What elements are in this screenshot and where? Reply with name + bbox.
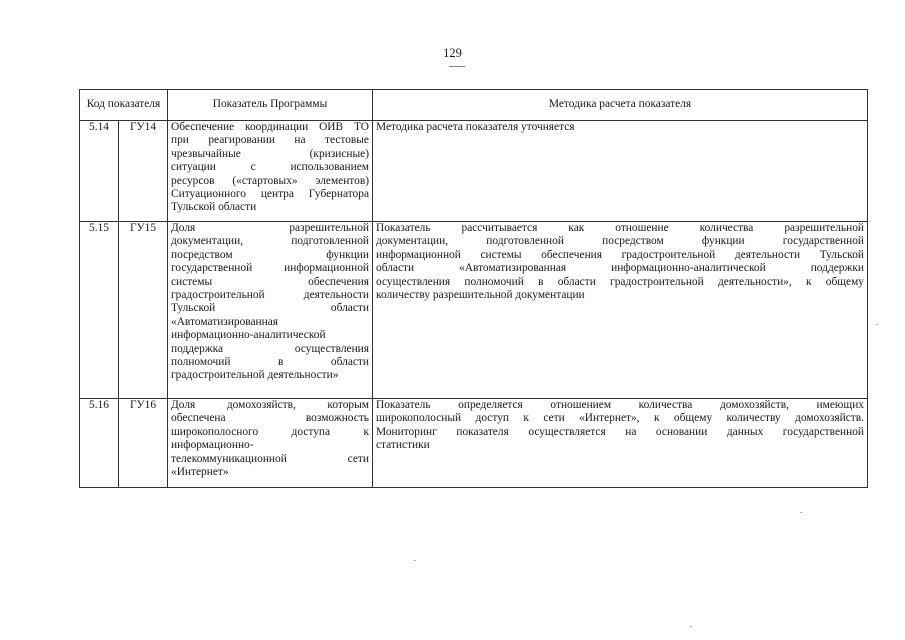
indicator-line: телекоммуникационной сети <box>171 452 369 465</box>
indicator-line: Обеспечение координации ОИВ ТО <box>171 121 369 133</box>
indicator-name <box>168 121 373 222</box>
indicator-line: информационно-аналитической <box>171 329 326 342</box>
table-row <box>80 121 868 222</box>
methodology-line: осуществления полномочий в области градостроительной деятельности», к общему <box>376 275 864 288</box>
table-header-row <box>80 90 868 121</box>
row-number: 5.14 <box>80 121 119 222</box>
indicator-line: поддержка осуществления <box>171 342 369 355</box>
methodology-line: области «Автоматизированная информационно-аналитической поддержки <box>376 262 864 275</box>
methodology-line: Методика расчета показателя уточняется <box>376 121 575 133</box>
indicators-table <box>79 89 868 488</box>
methodology-text <box>373 222 868 399</box>
page-number-rule <box>449 66 465 67</box>
methodology-line: количеству разрешительной документации <box>376 289 585 302</box>
methodology-line: широкополосный доступ к сети «Интернет», к общему количеству домохозяйств. <box>376 412 864 425</box>
indicator-line: документации, подготовленной <box>171 235 369 248</box>
indicator-line: при реагировании на тестовые <box>171 134 369 147</box>
header-methodology: Методика расчета показателя <box>373 90 868 121</box>
indicator-line: ресурсов («стартовых» элементов) <box>171 174 369 187</box>
methodology-line: Показатель определяется отношением количества домохозяйств, имеющих <box>376 399 864 411</box>
methodology-line: статистики <box>376 439 430 452</box>
methodology-text <box>373 121 868 222</box>
row-number: 5.16 <box>80 399 119 488</box>
indicator-line: широкополосного доступа к <box>171 425 369 438</box>
row-number: 5.15 <box>80 222 119 399</box>
indicator-code: ГУ15 <box>119 222 168 399</box>
table-row <box>80 399 868 488</box>
indicator-line: Доля разрешительной <box>171 222 369 234</box>
methodology-text <box>373 399 868 488</box>
header-code: Код показателя <box>80 90 168 121</box>
table-row <box>80 222 868 399</box>
indicator-line: ситуации с использованием <box>171 161 369 174</box>
scan-speck <box>414 560 416 561</box>
methodology-line: документации, подготовленной посредством функции государственной <box>376 235 864 248</box>
indicator-line: государственной информационной <box>171 262 369 275</box>
table-body <box>80 121 868 488</box>
indicator-line: Ситуационного центра Губернатора <box>171 188 369 201</box>
methodology-line: информационной системы обеспечения градостроительной деятельности Тульской <box>376 248 864 261</box>
indicator-line: информационно- <box>171 439 254 452</box>
indicator-line: «Интернет» <box>171 466 229 479</box>
page-number: 129 <box>443 46 462 60</box>
scan-speck <box>690 626 692 627</box>
indicator-name <box>168 399 373 488</box>
scan-speck <box>800 512 802 513</box>
indicator-line: градостроительной деятельности» <box>171 369 339 382</box>
indicator-line: чрезвычайные (кризисные) <box>171 147 369 160</box>
indicator-line: полномочий в области <box>171 356 369 369</box>
scan-speck <box>876 324 878 325</box>
indicator-line: системы обеспечения <box>171 275 369 288</box>
methodology-line: Мониторинг показателя осуществляется на основании данных государственной <box>376 425 864 438</box>
indicator-code: ГУ14 <box>119 121 168 222</box>
indicator-line: Тульской области <box>171 201 257 214</box>
indicator-name <box>168 222 373 399</box>
methodology-line: Показатель рассчитывается как отношение количества разрешительной <box>376 222 864 234</box>
indicator-line: градостроительной деятельности <box>171 289 369 302</box>
indicator-line: Доля домохозяйств, которым <box>171 399 369 411</box>
header-indicator: Показатель Программы <box>168 90 373 121</box>
indicator-line: посредством функции <box>171 248 369 261</box>
indicator-line: Тульской области <box>171 302 369 315</box>
indicator-line: «Автоматизированная <box>171 315 279 328</box>
indicator-code: ГУ16 <box>119 399 168 488</box>
indicator-line: обеспечена возможность <box>171 412 369 425</box>
